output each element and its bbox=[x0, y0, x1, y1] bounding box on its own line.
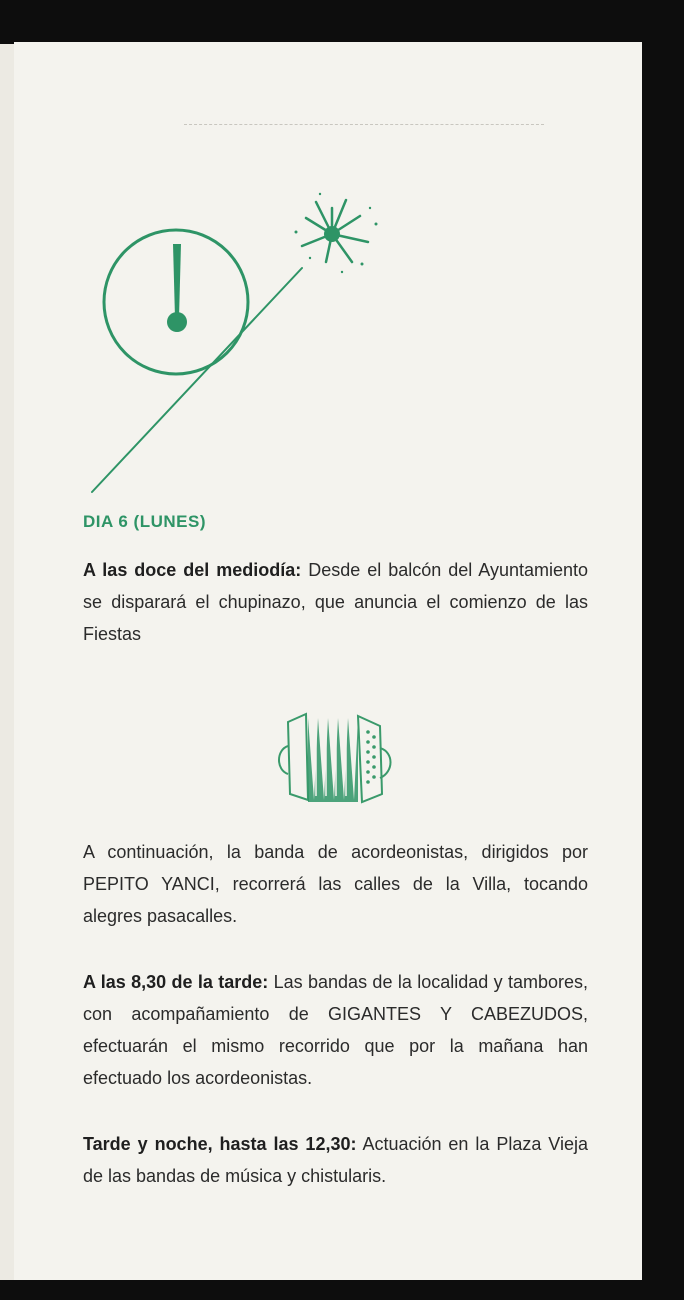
brochure-page bbox=[14, 42, 642, 1280]
schedule-entry-accordion-band bbox=[83, 836, 588, 932]
entry-text: A continuación, la banda de acordeonistas, dirigidos por PEPITO YANCI, recorrerá las calles de la Villa, tocando alegres pasacalles. bbox=[83, 842, 588, 926]
schedule-entry-noon bbox=[83, 554, 588, 650]
entry-text: Las bandas de la localidad y tambores, con acompañamiento de GIGANTES Y CABEZUDOS, efectuarán el mismo recorrido que por la mañana han efectuado los acordeonistas. bbox=[83, 972, 589, 1088]
accordion-icon bbox=[276, 708, 396, 806]
entry-time-label: A las 8,30 de la tarde: bbox=[83, 972, 269, 992]
clock-rocket-icon bbox=[84, 172, 394, 502]
day-heading: DIA 6 (LUNES) bbox=[83, 512, 206, 531]
entry-text: Desde el balcón del Ayuntamiento se disparará el chupinazo, que anuncia el comienzo de las Fiestas bbox=[83, 560, 589, 644]
entry-time-label: Tarde y noche, hasta las 12,30: bbox=[83, 1134, 357, 1154]
facing-page-edge bbox=[0, 44, 15, 1280]
top-divider bbox=[184, 124, 544, 125]
entry-text: Actuación en la Plaza Vieja de las bandas de música y chistularis. bbox=[83, 1134, 588, 1186]
schedule-entry-night bbox=[83, 1128, 588, 1192]
schedule-entry-evening bbox=[83, 966, 588, 1094]
entry-time-label: A las doce del mediodía: bbox=[83, 560, 302, 580]
